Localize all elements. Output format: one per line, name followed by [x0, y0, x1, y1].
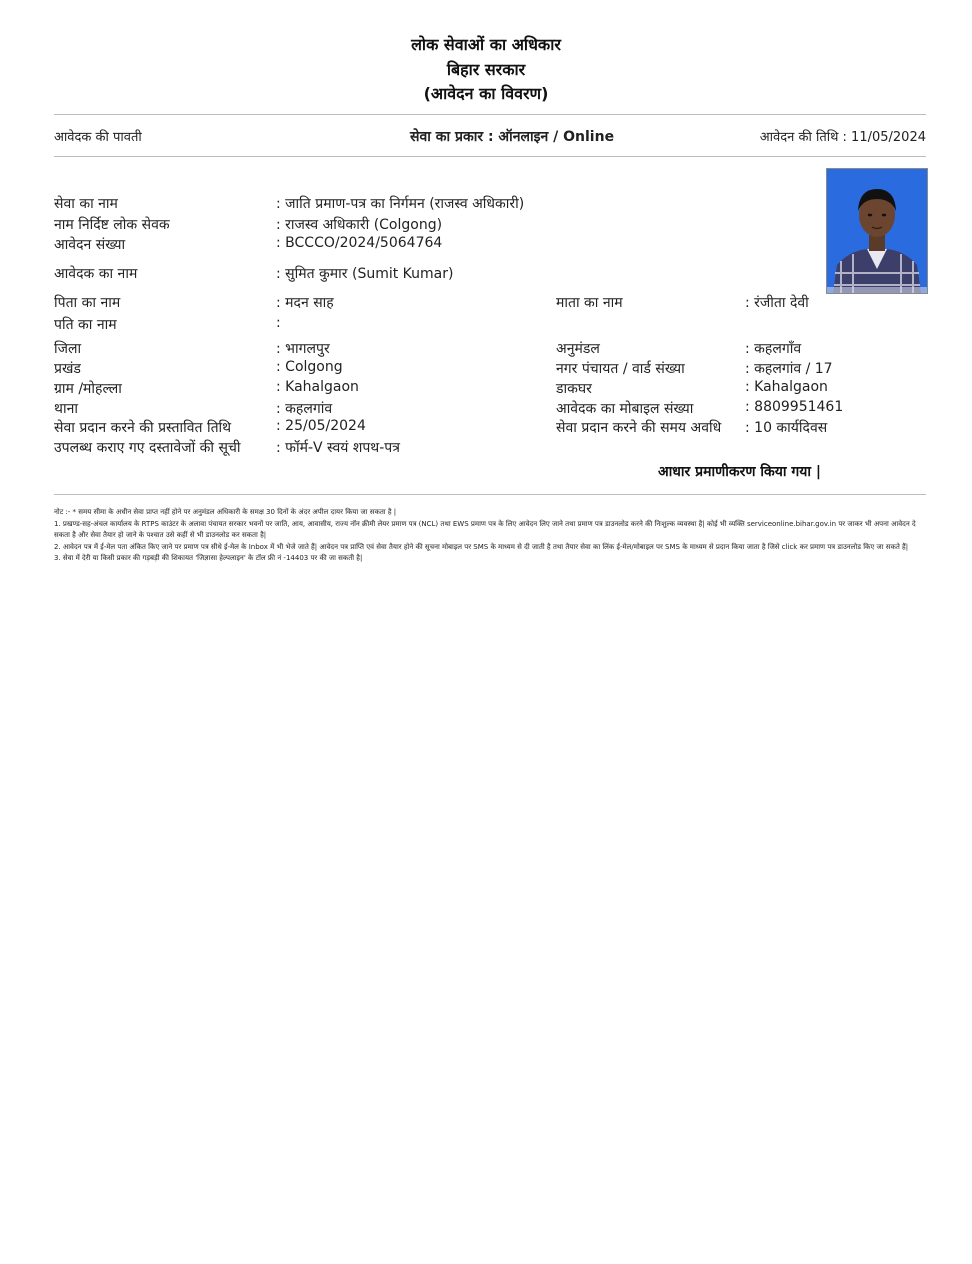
divider-top: [54, 114, 926, 115]
block-label: प्रखंड: [54, 361, 81, 377]
husband-name-label: पति का नाम: [54, 317, 117, 333]
district-label: जिला: [54, 341, 82, 357]
service-type: सेवा का प्रकार : ऑनलाइन / Online: [410, 129, 615, 145]
mobile-label: आवेदक का मोबाइल संख्या: [556, 401, 694, 417]
mobile-value: : 8809951461: [745, 399, 844, 415]
post-office-value: : Kahalgaon: [745, 379, 828, 395]
mother-name-label: माता का नाम: [556, 295, 623, 311]
village-value: : Kahalgaon: [276, 379, 359, 395]
village-label: ग्राम /मोहल्ला: [54, 381, 122, 397]
note-1: 1. प्रखण्ड-सह-अंचल कार्यालय के RTPS काउंटर के अलावा पंचायत सरकार भवनों पर जाति, आय, आवासीय, राज्य नॉन क्रीमी लेयर प्रमाण पत्र (NCL) तथा EWS प्रमाण पत्र के लिए आवेदन लिए जाने तथा प्रमाण पत्र डाउनलोड करने की निःशुल्क व्यवस्था है| कोई भी व्यक्ति serviceonline.bihar.gov.in पर जाकर भी अपना आवेदन दे सकता है और सेवा तैयार हो जाने के पश्चात उसे कहीं से भी डाउनलोड कर सकता है|: [54, 519, 916, 539]
documents-label: उपलब्ध कराए गए दस्तावेजों की सूची: [54, 440, 241, 456]
proposed-date-label: सेवा प्रदान करने की प्रस्तावित तिथि: [54, 420, 232, 436]
subdivision-label: अनुमंडल: [556, 341, 600, 357]
father-name-label: पिता का नाम: [54, 295, 121, 311]
district-value: : भागलपुर: [276, 341, 330, 357]
application-date: आवेदन की तिथि : 11/05/2024: [759, 130, 926, 145]
subdivision-value: : कहलगाँव: [745, 341, 802, 357]
notes-section: [54, 507, 926, 565]
post-office-label: डाकघर: [556, 381, 592, 397]
application-no-label: आवेदन संख्या: [54, 237, 126, 253]
designated-officer-value: : राजस्व अधिकारी (Colgong): [276, 217, 443, 233]
receipt-label: आवेदक की पावती: [54, 130, 142, 145]
panchayat-label: नगर पंचायत / वार्ड संख्या: [556, 361, 685, 377]
time-limit-label: सेवा प्रदान करने की समय अवधि: [556, 420, 722, 436]
header-title-3: (आवेदन का विवरण): [423, 84, 549, 103]
header-title-2: बिहार सरकार: [446, 60, 526, 79]
designated-officer-label: नाम निर्दिष्ट लोक सेवक: [54, 217, 170, 233]
proposed-date-value: : 25/05/2024: [276, 418, 366, 434]
applicant-name-value: : सुमित कुमार (Sumit Kumar): [276, 266, 454, 282]
mother-name-value: : रंजीता देवी: [745, 295, 809, 311]
documents-value: : फॉर्म-V स्वयं शपथ-पत्र: [276, 440, 400, 456]
time-limit-value: : 10 कार्यदिवस: [745, 420, 828, 436]
note-2: 2. आवेदन पत्र में ई-मेल पता अंकित किए जाने पर प्रमाण पत्र सीधे ई-मेल के Inbox में भी भेजे जाते हैं| आवेदन पत्र प्राप्ति एवं सेवा तैयार होने की सूचना मोबाइल पर SMS के माध्यम से दी जाती है तथा तैयार सेवा का लिंक ई-मेल/मोबाइल पर SMS के माध्यम से प्रदान किया जाता है जिसे click कर प्रमाण पत्र डाउनलोड किए जा सकते हैं|: [54, 542, 909, 551]
divider-middle: [54, 156, 926, 157]
applicant-photo: [826, 168, 928, 294]
note-0: नोट :- * समय सीमा के अधीन सेवा प्राप्त नहीं होने पर अनुमंडल अधिकारी के समक्ष 30 दिनों के अंदर अपील दायर किया जा सकता है |: [54, 508, 397, 516]
aadhaar-authentication-text: आधार प्रमाणीकरण किया गया |: [658, 464, 821, 480]
application-no-value: : BCCCO/2024/5064764: [276, 235, 443, 251]
service-name-value: : जाति प्रमाण-पत्र का निर्गमन (राजस्व अधिकारी): [276, 196, 525, 212]
header-title-1: लोक सेवाओं का अधिकार: [411, 35, 561, 54]
husband-name-value: :: [276, 315, 281, 331]
applicant-name-label: आवेदक का नाम: [54, 266, 138, 282]
note-3: 3. सेवा में देरी या किसी प्रकार की गड़बड़ी की शिकायत 'जिज्ञासा हेल्पलाइन' के टॉल फ्री नं -14403 पर की जा सकती है|: [54, 554, 363, 562]
panchayat-value: : कहलगांव / 17: [745, 361, 833, 377]
police-station-value: : कहलगांव: [276, 401, 333, 417]
person-photo-icon: [827, 169, 927, 293]
block-value: : Colgong: [276, 359, 343, 375]
father-name-value: : मदन साह: [276, 295, 334, 311]
service-name-label: सेवा का नाम: [54, 196, 118, 212]
divider-bottom: [54, 494, 926, 495]
police-station-label: थाना: [54, 401, 78, 417]
